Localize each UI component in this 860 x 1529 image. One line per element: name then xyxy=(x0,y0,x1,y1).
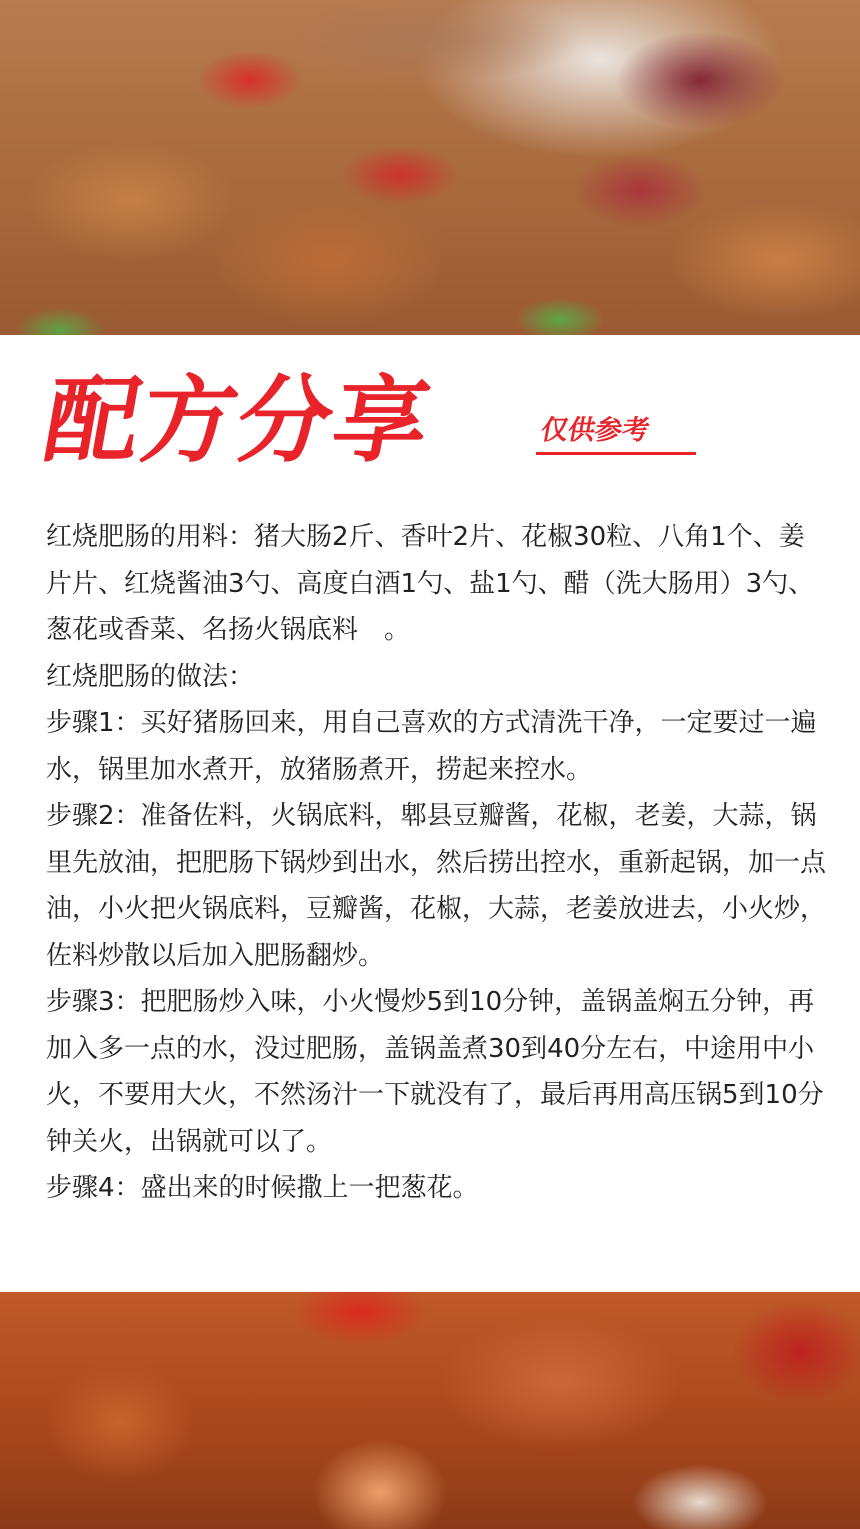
step-2: 步骤2：准备佐料，火锅底料，郫县豆瓣酱，花椒，老姜，大蒜，锅里先放油，把肥肠下锅炒到出水，然后捞出控水，重新起锅，加一点油，小火把火锅底料，豆瓣酱，花椒，大蒜，老姜放进去，小火炒，佐料炒散以后加入肥肠翻炒。 xyxy=(46,801,827,971)
food-photo-top xyxy=(0,0,860,335)
step-1: 步骤1：买好猪肠回来，用自己喜欢的方式清洗干净，一定要过一遍水，锅里加水煮开，放猪肠煮开，捞起来控水。 xyxy=(46,708,817,785)
step-4: 步骤4：盛出来的时候撒上一把葱花。 xyxy=(46,1173,479,1203)
recipe-text xyxy=(46,514,826,1212)
subtitle-underline xyxy=(536,452,696,455)
method-heading: 红烧肥肠的做法： xyxy=(46,661,255,692)
step-3: 步骤3：把肥肠炒入味，小火慢炒5到10分钟，盖锅盖焖五分钟，再加入多一点的水，没过肥肠，盖锅盖煮30到40分左右，中途用中小火，不要用大火，不然汤汁一下就没有了，最后再用高压锅5到10分钟关火，出锅就可以了。 xyxy=(46,987,824,1157)
page-title: 配方分享 xyxy=(36,367,440,476)
food-photo-bottom xyxy=(0,1292,860,1529)
ingredients-paragraph: 红烧肥肠的用料：猪大肠2斤、香叶2片、花椒30粒、八角1个、姜片片、红烧酱油3勺、高度白酒1勺、盐1勺、醋（洗大肠用）3勺、葱花或香菜、名扬火锅底料 。 xyxy=(46,522,815,645)
subtitle: 仅供参考 xyxy=(538,415,652,446)
